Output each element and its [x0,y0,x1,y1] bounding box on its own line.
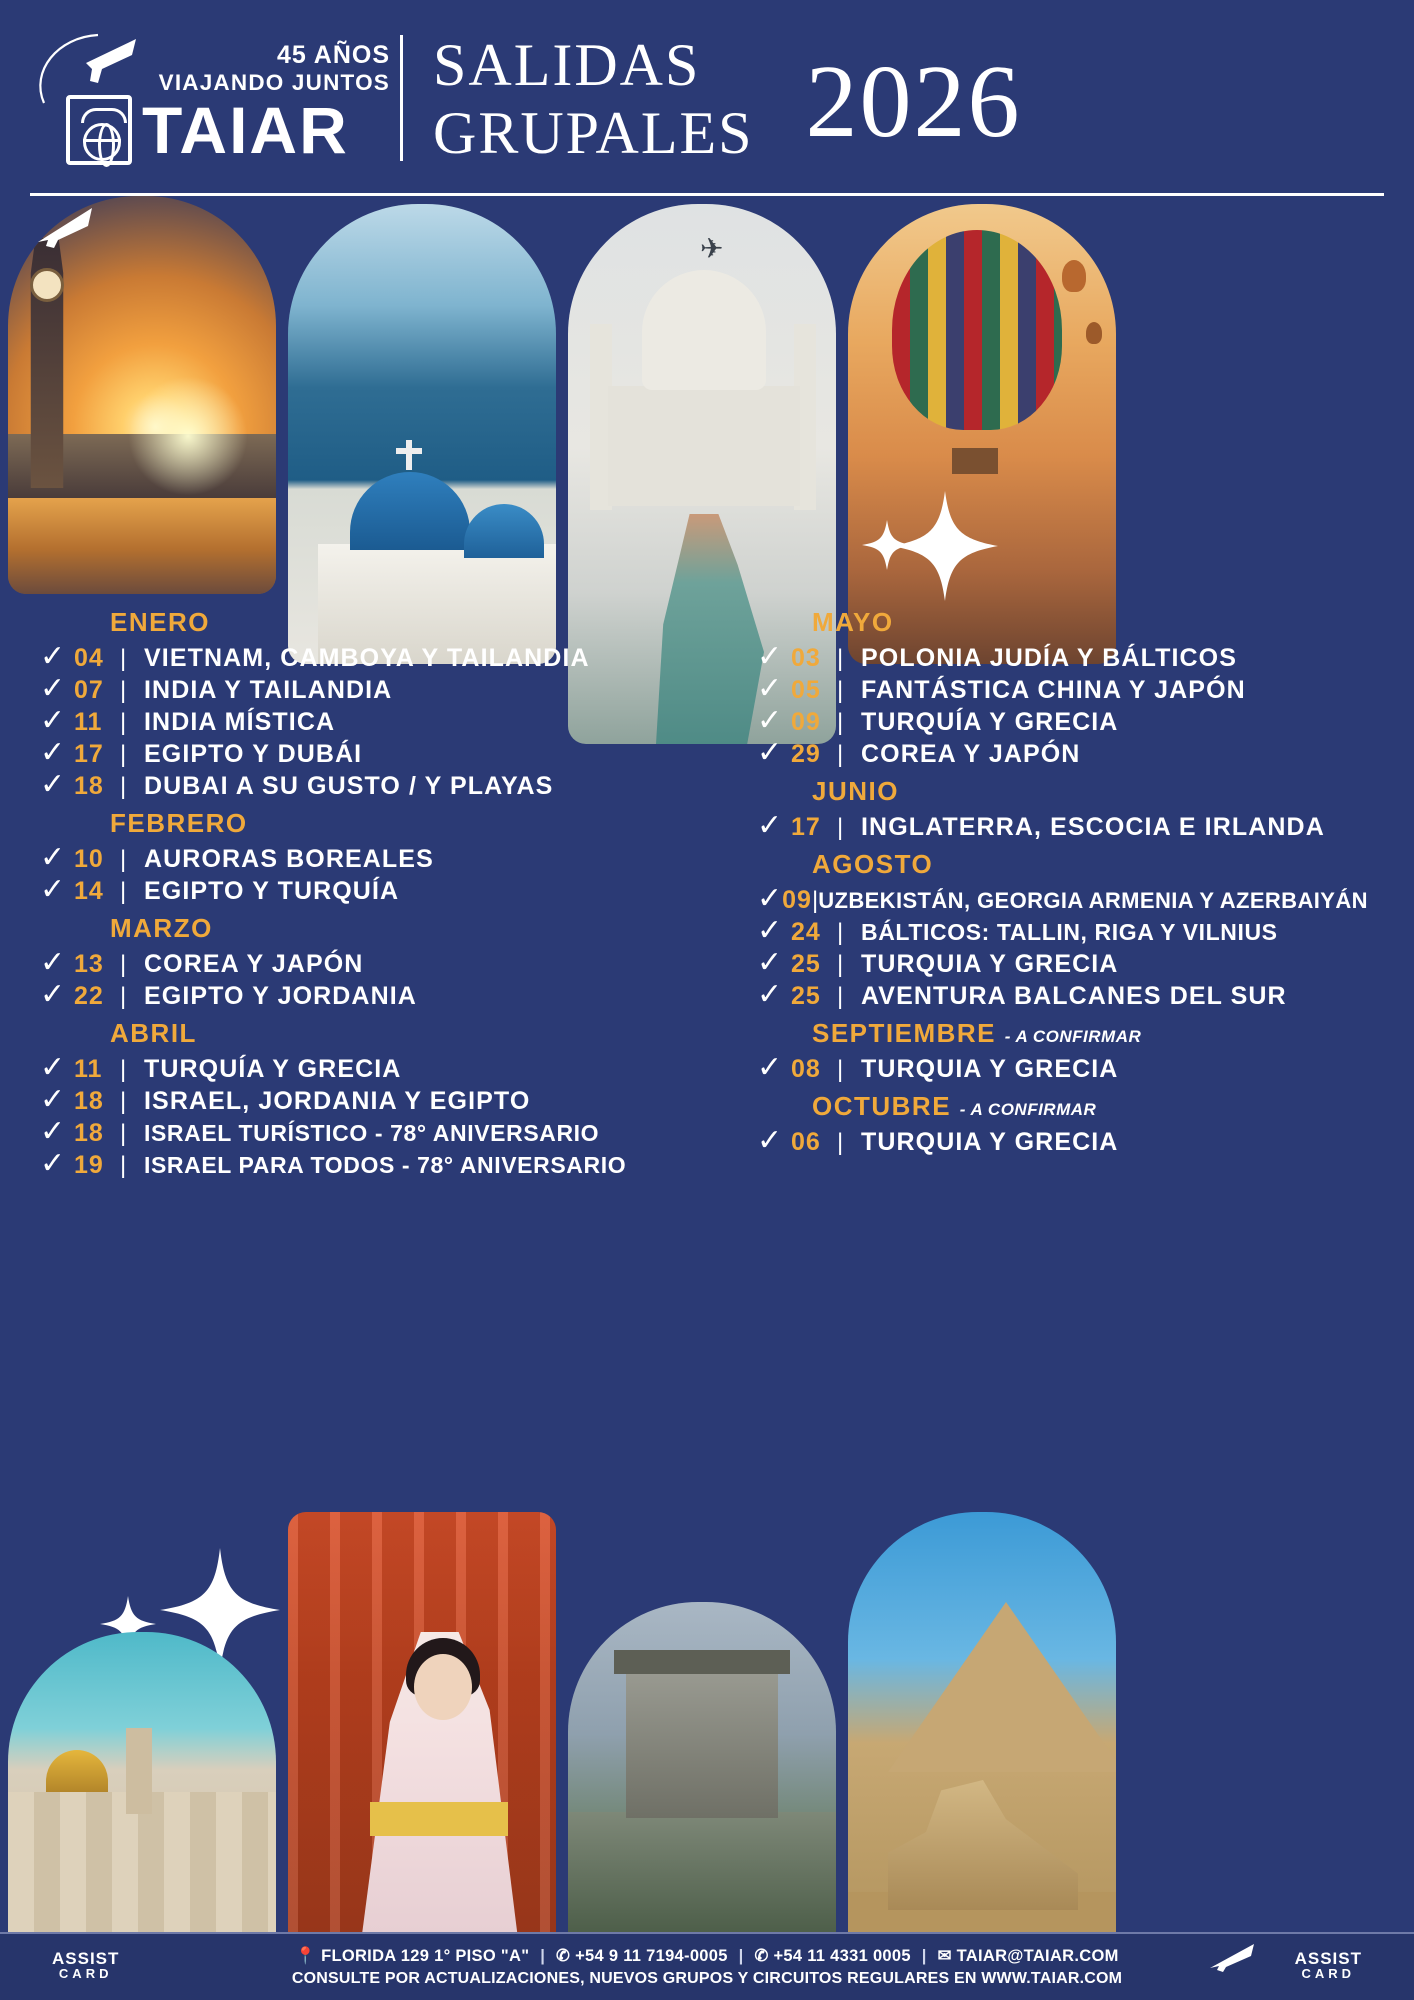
separator: | [120,1152,127,1179]
departure-day: 17 [74,740,104,768]
separator: | [837,983,844,1010]
departure-destination: TURQUIA Y GRECIA [861,950,1119,978]
month-heading-septiembre: SEPTIEMBRE - A CONFIRMAR [812,1018,1142,1048]
assist-card-line1: ASSIST [52,1949,120,1968]
departure-row[interactable] [40,738,697,769]
departure-day: 09 [791,708,821,736]
photo-japan-torii-gates-kimono [288,1512,556,1932]
departure-row[interactable] [757,811,1364,842]
check-icon: ✓ [757,978,783,1011]
poster-footer [0,1932,1414,2000]
separator: | [120,773,127,800]
departure-row[interactable] [757,1053,1364,1084]
departure-day: 18 [74,1087,104,1115]
departures-left-column [40,600,707,1180]
departure-day: 08 [791,1055,821,1083]
month-heading-marzo: MARZO [110,913,213,943]
assist-card-line2: CARD [58,1966,113,1981]
separator: | [837,709,844,736]
sparkle-icon-top-small [858,516,916,574]
departure-day: 18 [74,1119,104,1147]
departure-destination: TURQUÍA Y GRECIA [144,1055,402,1083]
separator: | [837,814,844,841]
departure-row[interactable] [40,706,697,737]
footer-phone[interactable]: +54 11 4331 0005 [773,1947,911,1965]
check-icon: ✓ [757,882,783,915]
departure-row[interactable] [757,674,1364,705]
separator: | [811,887,819,914]
separator: | [120,983,127,1010]
month-heading-abril: ABRIL [110,1018,197,1048]
footer-whatsapp[interactable]: +54 9 11 7194-0005 [575,1947,728,1965]
check-icon: ✓ [40,841,66,874]
departure-day: 09 [782,886,812,914]
departure-destination: COREA Y JAPÓN [144,950,364,978]
assist-card-line1: ASSIST [1294,1949,1362,1968]
separator: | [120,846,127,873]
check-icon: ✓ [40,873,66,906]
separator: | [120,951,127,978]
separator: | [837,919,844,946]
departure-destination: VIETNAM, CAMBOYA Y TAILANDIA [144,644,590,672]
departure-day: 04 [74,644,104,672]
departure-row[interactable] [40,1149,697,1180]
poster-title-block [433,28,1384,168]
separator: | [837,1129,844,1156]
departure-destination: AVENTURA BALCANES DEL SUR [861,982,1287,1010]
envelope-icon: ✉ [937,1947,952,1965]
poster-header [0,0,1414,196]
departure-destination: TURQUIA Y GRECIA [861,1128,1119,1156]
departure-destination: FANTÁSTICA CHINA Y JAPÓN [861,676,1246,704]
brand-name: TAIAR [142,92,349,167]
assist-card-line2: CARD [1301,1966,1356,1981]
departure-row[interactable] [757,980,1364,1011]
logo-tagline: VIAJANDO JUNTOS [158,70,390,95]
check-icon: ✓ [40,640,66,673]
departure-row[interactable] [757,882,1368,915]
footer-contact-block: 📍 FLORIDA 129 1° PISO "A" | ✆ +54 9 11 7194-0005 | ✆ +54 11 4331 0005 | ✉ TAIAR@TAIAR.COM CONSULTE POR ACTUALIZACIONES, NUEVOS GRUPOS Y CIRCUITOS REGULARES EN WWW.TAIAR.COM [291,1947,1123,1987]
check-icon: ✓ [40,1147,66,1180]
separator: | [120,1120,127,1147]
departure-day: 17 [791,813,821,841]
check-icon: ✓ [757,640,783,673]
departure-destination: ISRAEL PARA TODOS - 78° ANIVERSARIO [144,1152,627,1178]
check-icon: ✓ [757,704,783,737]
departure-day: 06 [791,1128,821,1156]
top-photo-strip [0,196,1414,596]
check-icon: ✓ [757,1124,783,1157]
departure-destination: DUBAI A SU GUSTO / Y PLAYAS [144,772,554,800]
photo-taj-mahal-woman: ✈ [568,204,836,744]
separator: | [837,1056,844,1083]
footer-email[interactable]: TAIAR@TAIAR.COM [956,1947,1119,1965]
check-icon: ✓ [40,1115,66,1148]
departure-day: 11 [74,708,103,736]
check-icon: ✓ [40,1083,66,1116]
departure-destination: BÁLTICOS: TALLIN, RIGA Y VILNIUS [861,919,1278,945]
departure-day: 25 [791,982,821,1010]
photo-great-wall-of-china [568,1602,836,1932]
check-icon: ✓ [757,736,783,769]
separator: | [120,1056,127,1083]
check-icon: ✓ [40,768,66,801]
departure-destination: ISRAEL, JORDANIA Y EGIPTO [144,1087,531,1115]
departure-day: 10 [74,845,104,873]
check-icon: ✓ [757,809,783,842]
departure-destination: TURQUIA Y GRECIA [861,1055,1119,1083]
departure-day: 13 [74,950,104,978]
check-icon: ✓ [40,978,66,1011]
location-pin-icon: 📍 [295,1947,317,1965]
footer-address: FLORIDA 129 1° PISO "A" [321,1947,530,1965]
check-icon: ✓ [40,946,66,979]
logo-years: 45 AÑOS [276,41,390,69]
departure-day: 07 [74,676,104,704]
departure-destination: EGIPTO Y JORDANIA [144,982,417,1010]
departure-row[interactable] [40,980,697,1011]
check-icon: ✓ [40,1051,66,1084]
separator: | [120,741,127,768]
departure-destination: TURQUÍA Y GRECIA [861,708,1119,736]
departures-right-column [707,600,1374,1157]
departure-day: 03 [791,644,821,672]
check-icon: ✓ [40,672,66,705]
globe-icon [66,95,132,165]
assist-card-logo-left [52,1950,119,1980]
separator: | [120,709,127,736]
photo-egypt-sphinx-pyramid [848,1512,1116,1932]
departure-day: 11 [74,1055,103,1083]
month-note: - A CONFIRMAR [959,1100,1097,1119]
photo-santorini-blue-domes [288,204,556,664]
departure-destination: INDIA MÍSTICA [144,708,336,736]
departure-day: 25 [791,950,821,978]
departure-destination: EGIPTO Y TURQUÍA [144,877,400,905]
poster-year: 2026 [805,43,1022,159]
departure-day: 29 [791,740,821,768]
month-heading-agosto: AGOSTO [812,849,934,879]
departure-row[interactable] [757,916,1364,947]
departure-row[interactable] [40,642,697,673]
assist-card-logo-right [1295,1950,1362,1980]
check-icon: ✓ [40,704,66,737]
check-icon: ✓ [757,914,783,947]
month-heading-enero: ENERO [110,607,210,637]
departure-row[interactable] [40,770,697,801]
departure-day: 05 [791,676,821,704]
title-line-1: SALIDAS [433,32,701,99]
departure-destination: COREA Y JAPÓN [861,740,1081,768]
departure-row[interactable] [40,1085,697,1116]
separator: | [837,741,844,768]
departure-row[interactable] [757,1126,1364,1157]
departure-destination: EGIPTO Y DUBÁI [144,740,363,768]
phone-icon: ✆ [754,1947,769,1965]
departure-destination: POLONIA JUDÍA Y BÁLTICOS [861,644,1237,672]
separator: | [120,677,127,704]
whatsapp-icon: ✆ [556,1947,571,1965]
photo-jerusalem-dome-of-the-rock [8,1632,276,1932]
departures-section [0,600,1414,1180]
departure-destination: INDIA Y TAILANDIA [144,676,393,704]
departure-day: 19 [74,1151,104,1179]
check-icon: ✓ [757,946,783,979]
taiar-logo [30,23,390,173]
check-icon: ✓ [757,672,783,705]
bottom-photo-strip [0,1512,1414,1932]
departure-row[interactable] [40,674,697,705]
departure-row[interactable] [40,843,697,874]
departure-destination: INGLATERRA, ESCOCIA E IRLANDA [861,813,1325,841]
departure-row[interactable] [40,948,697,979]
check-icon: ✓ [40,736,66,769]
title-line-2: GRUPALES [433,100,754,166]
departure-destination: AURORAS BOREALES [144,845,434,873]
departure-day: 14 [74,877,104,905]
month-heading-mayo: MAYO [812,607,894,637]
departure-row[interactable] [40,1117,697,1148]
departure-row[interactable] [757,738,1364,769]
footer-note: CONSULTE POR ACTUALIZACIONES, NUEVOS GRUPOS Y CIRCUITOS REGULARES EN [291,1970,982,1987]
departure-day: 22 [74,982,104,1010]
month-heading-febrero: FEBRERO [110,808,248,838]
departure-row[interactable] [40,1053,697,1084]
separator: | [837,951,844,978]
departure-row[interactable] [757,948,1364,979]
month-note: - A CONFIRMAR [1004,1027,1142,1046]
departure-row[interactable] [757,642,1364,673]
airplane-icon-footer [1208,1940,1264,1974]
separator: | [120,878,127,905]
month-heading-octubre: OCTUBRE - A CONFIRMAR [812,1091,1097,1121]
departure-row[interactable] [40,875,697,906]
departure-destination: ISRAEL TURÍSTICO - 78° ANIVERSARIO [144,1120,600,1146]
separator: | [837,645,844,672]
check-icon: ✓ [757,1051,783,1084]
header-divider [400,35,403,161]
footer-website[interactable]: WWW.TAIAR.COM [981,1970,1123,1987]
departure-day: 24 [791,918,821,946]
month-heading-junio: JUNIO [812,776,899,806]
separator: | [120,1088,127,1115]
separator: | [837,677,844,704]
departure-day: 18 [74,772,104,800]
photo-london-big-ben-sunset [8,196,276,594]
airplane-icon-top [34,202,104,252]
departure-destination: UZBEKISTÁN, GEORGIA ARMENIA Y AZERBAIYÁN [818,888,1368,913]
separator: | [120,645,127,672]
departure-row[interactable] [757,706,1364,737]
